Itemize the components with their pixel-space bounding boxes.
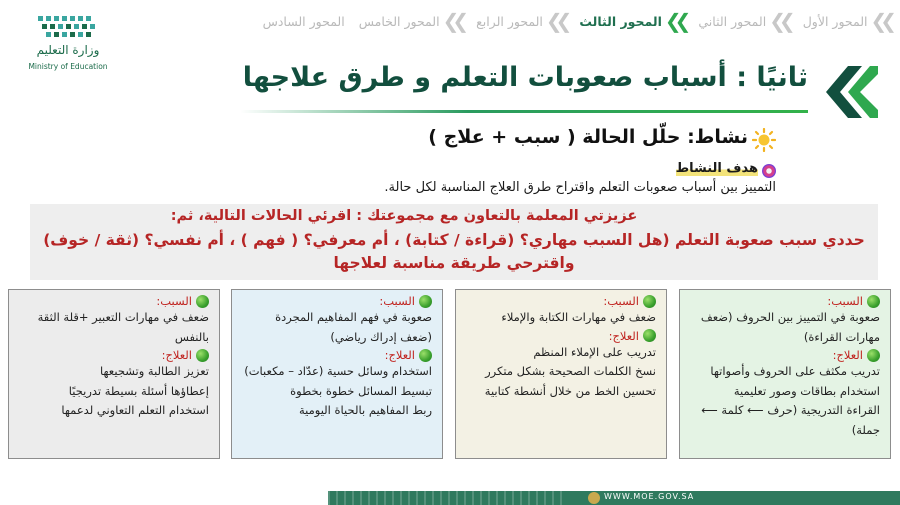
activity-goal-text: التمييز بين أسباب صعوبات التعلم واقتراح طرق العلاج المناسبة لكل حالة. <box>384 180 776 195</box>
green-bullet-icon <box>643 295 656 308</box>
cause-text: صعوبة في فهم المفاهيم المجردة (ضعف إدراك رياضي) <box>275 310 432 344</box>
logo-mark-icon <box>36 14 100 40</box>
emblem-icon <box>588 492 600 504</box>
green-bullet-icon <box>643 329 656 342</box>
page-title: ثانيًا : أسباب صعوبات التعلم و طرق علاجها <box>242 62 808 93</box>
cause-text: ضعف في مهارات الكتابة والإملاء <box>501 310 656 324</box>
chevron-left-icon: ❮❮ <box>870 9 890 33</box>
green-bullet-icon <box>196 349 209 362</box>
treatment-item: ربط المفاهيم بالحياة اليومية <box>298 403 432 417</box>
footer-url[interactable]: WWW.MOE.GOV.SA <box>604 492 695 501</box>
nav-item-axis-1[interactable] <box>803 11 890 31</box>
cause-text: ضعف في مهارات التعبير +قلة الثقة بالنفس <box>37 310 209 344</box>
activity-goal-label: هدف النشاط <box>675 161 758 176</box>
cause-label: السبب: <box>827 294 863 308</box>
cause-label: السبب: <box>603 294 639 308</box>
case-card-4 <box>8 289 220 459</box>
nav-item-axis-5[interactable] <box>359 11 462 31</box>
treatment-item: تدريب على الإملاء المنظم <box>533 344 656 359</box>
green-bullet-icon <box>196 295 209 308</box>
cause-label: السبب: <box>379 294 415 308</box>
treatment-label: العلاج: <box>608 328 639 343</box>
logo-text-english: Ministry of Education <box>28 62 108 71</box>
treatment-item: نسخ الكلمات الصحيحة بشكل متكرر <box>485 364 656 378</box>
instructions-line-1: عزيزتي المعلمة بالتعاون مع مجموعتك : اقرئي الحالات التالية، ثم: <box>170 208 638 224</box>
treatment-item: إعطاؤها أسئلة بسيطة تدريجيًا <box>68 383 209 398</box>
sun-icon <box>752 128 776 152</box>
target-icon <box>762 164 776 178</box>
chevron-left-icon: ❮❮ <box>769 9 789 33</box>
nav-item-axis-6[interactable] <box>263 14 345 29</box>
green-bullet-icon <box>419 349 432 362</box>
chevron-left-icon: ❮❮ <box>545 9 566 33</box>
chevron-left-icon: ❮❮ <box>442 9 463 33</box>
footer-pattern <box>328 491 568 505</box>
instructions-line-2: حددي سبب صعوبة التعلم (هل السبب مهاري؟ (قراءة / كتابة) ، أم معرفي؟ ( فهم ) ، أم نفسي؟ (ثقة / خوف) <box>43 231 865 249</box>
case-card-3 <box>231 289 443 459</box>
nav-item-label: المحور الخامس <box>358 13 440 29</box>
nav-item-label: المحور الأول <box>802 13 868 29</box>
treatment-label: العلاج: <box>384 348 415 362</box>
treatment-item: تحسين الخط من خلال أنشطة كتابية <box>484 383 656 398</box>
cause-text: صعوبة في التمييز بين الحروف (ضعف مهارات القراءة) <box>700 310 880 344</box>
treatment-item: استخدام التعلم التعاوني لدعمها <box>61 403 209 417</box>
treatment-item: استخدام وسائل حسية (عدّاد – مكعبات) <box>244 364 432 378</box>
treatment-item: القراءة التدريجية (حرف ⟵ كلمة ⟵ جملة) <box>701 403 880 437</box>
nav-item-axis-2[interactable] <box>698 11 788 31</box>
chevron-left-icon: ❮❮ <box>664 9 685 33</box>
case-card-2 <box>455 289 667 459</box>
ministry-logo <box>18 14 118 80</box>
instructions-box <box>30 204 878 280</box>
instructions-line-3: واقترحي طريقة مناسبة لعلاجها <box>333 254 575 272</box>
logo-text-arabic: وزارة التعليم <box>36 43 100 57</box>
double-chevron-icon <box>814 64 878 120</box>
green-bullet-icon <box>419 295 432 308</box>
activity-title: نشاط: حلّل الحالة ( سبب + علاج ) <box>428 126 748 148</box>
treatment-label: العلاج: <box>161 348 192 362</box>
title-underline <box>240 110 808 113</box>
treatment-item: تعزيز الطالبة وتشجيعها <box>100 364 209 378</box>
treatment-item: استخدام بطاقات وصور تعليمية <box>733 383 880 398</box>
nav-item-axis-3[interactable] <box>579 11 684 31</box>
green-bullet-icon <box>867 295 880 308</box>
top-nav <box>240 8 890 34</box>
treatment-label: العلاج: <box>832 348 863 362</box>
nav-item-label: المحور الثاني <box>698 13 767 29</box>
nav-item-axis-4[interactable] <box>476 11 565 31</box>
treatment-item: تبسيط المسائل خطوة بخطوة <box>290 383 432 398</box>
nav-item-label: المحور الرابع <box>476 13 543 29</box>
nav-item-label: المحور السادس <box>262 13 345 29</box>
case-card-1 <box>679 289 891 459</box>
cause-label: السبب: <box>156 294 192 308</box>
green-bullet-icon <box>867 349 880 362</box>
treatment-item: تدريب مكثف على الحروف وأصواتها <box>710 364 880 378</box>
nav-item-label: المحور الثالث <box>579 13 662 29</box>
